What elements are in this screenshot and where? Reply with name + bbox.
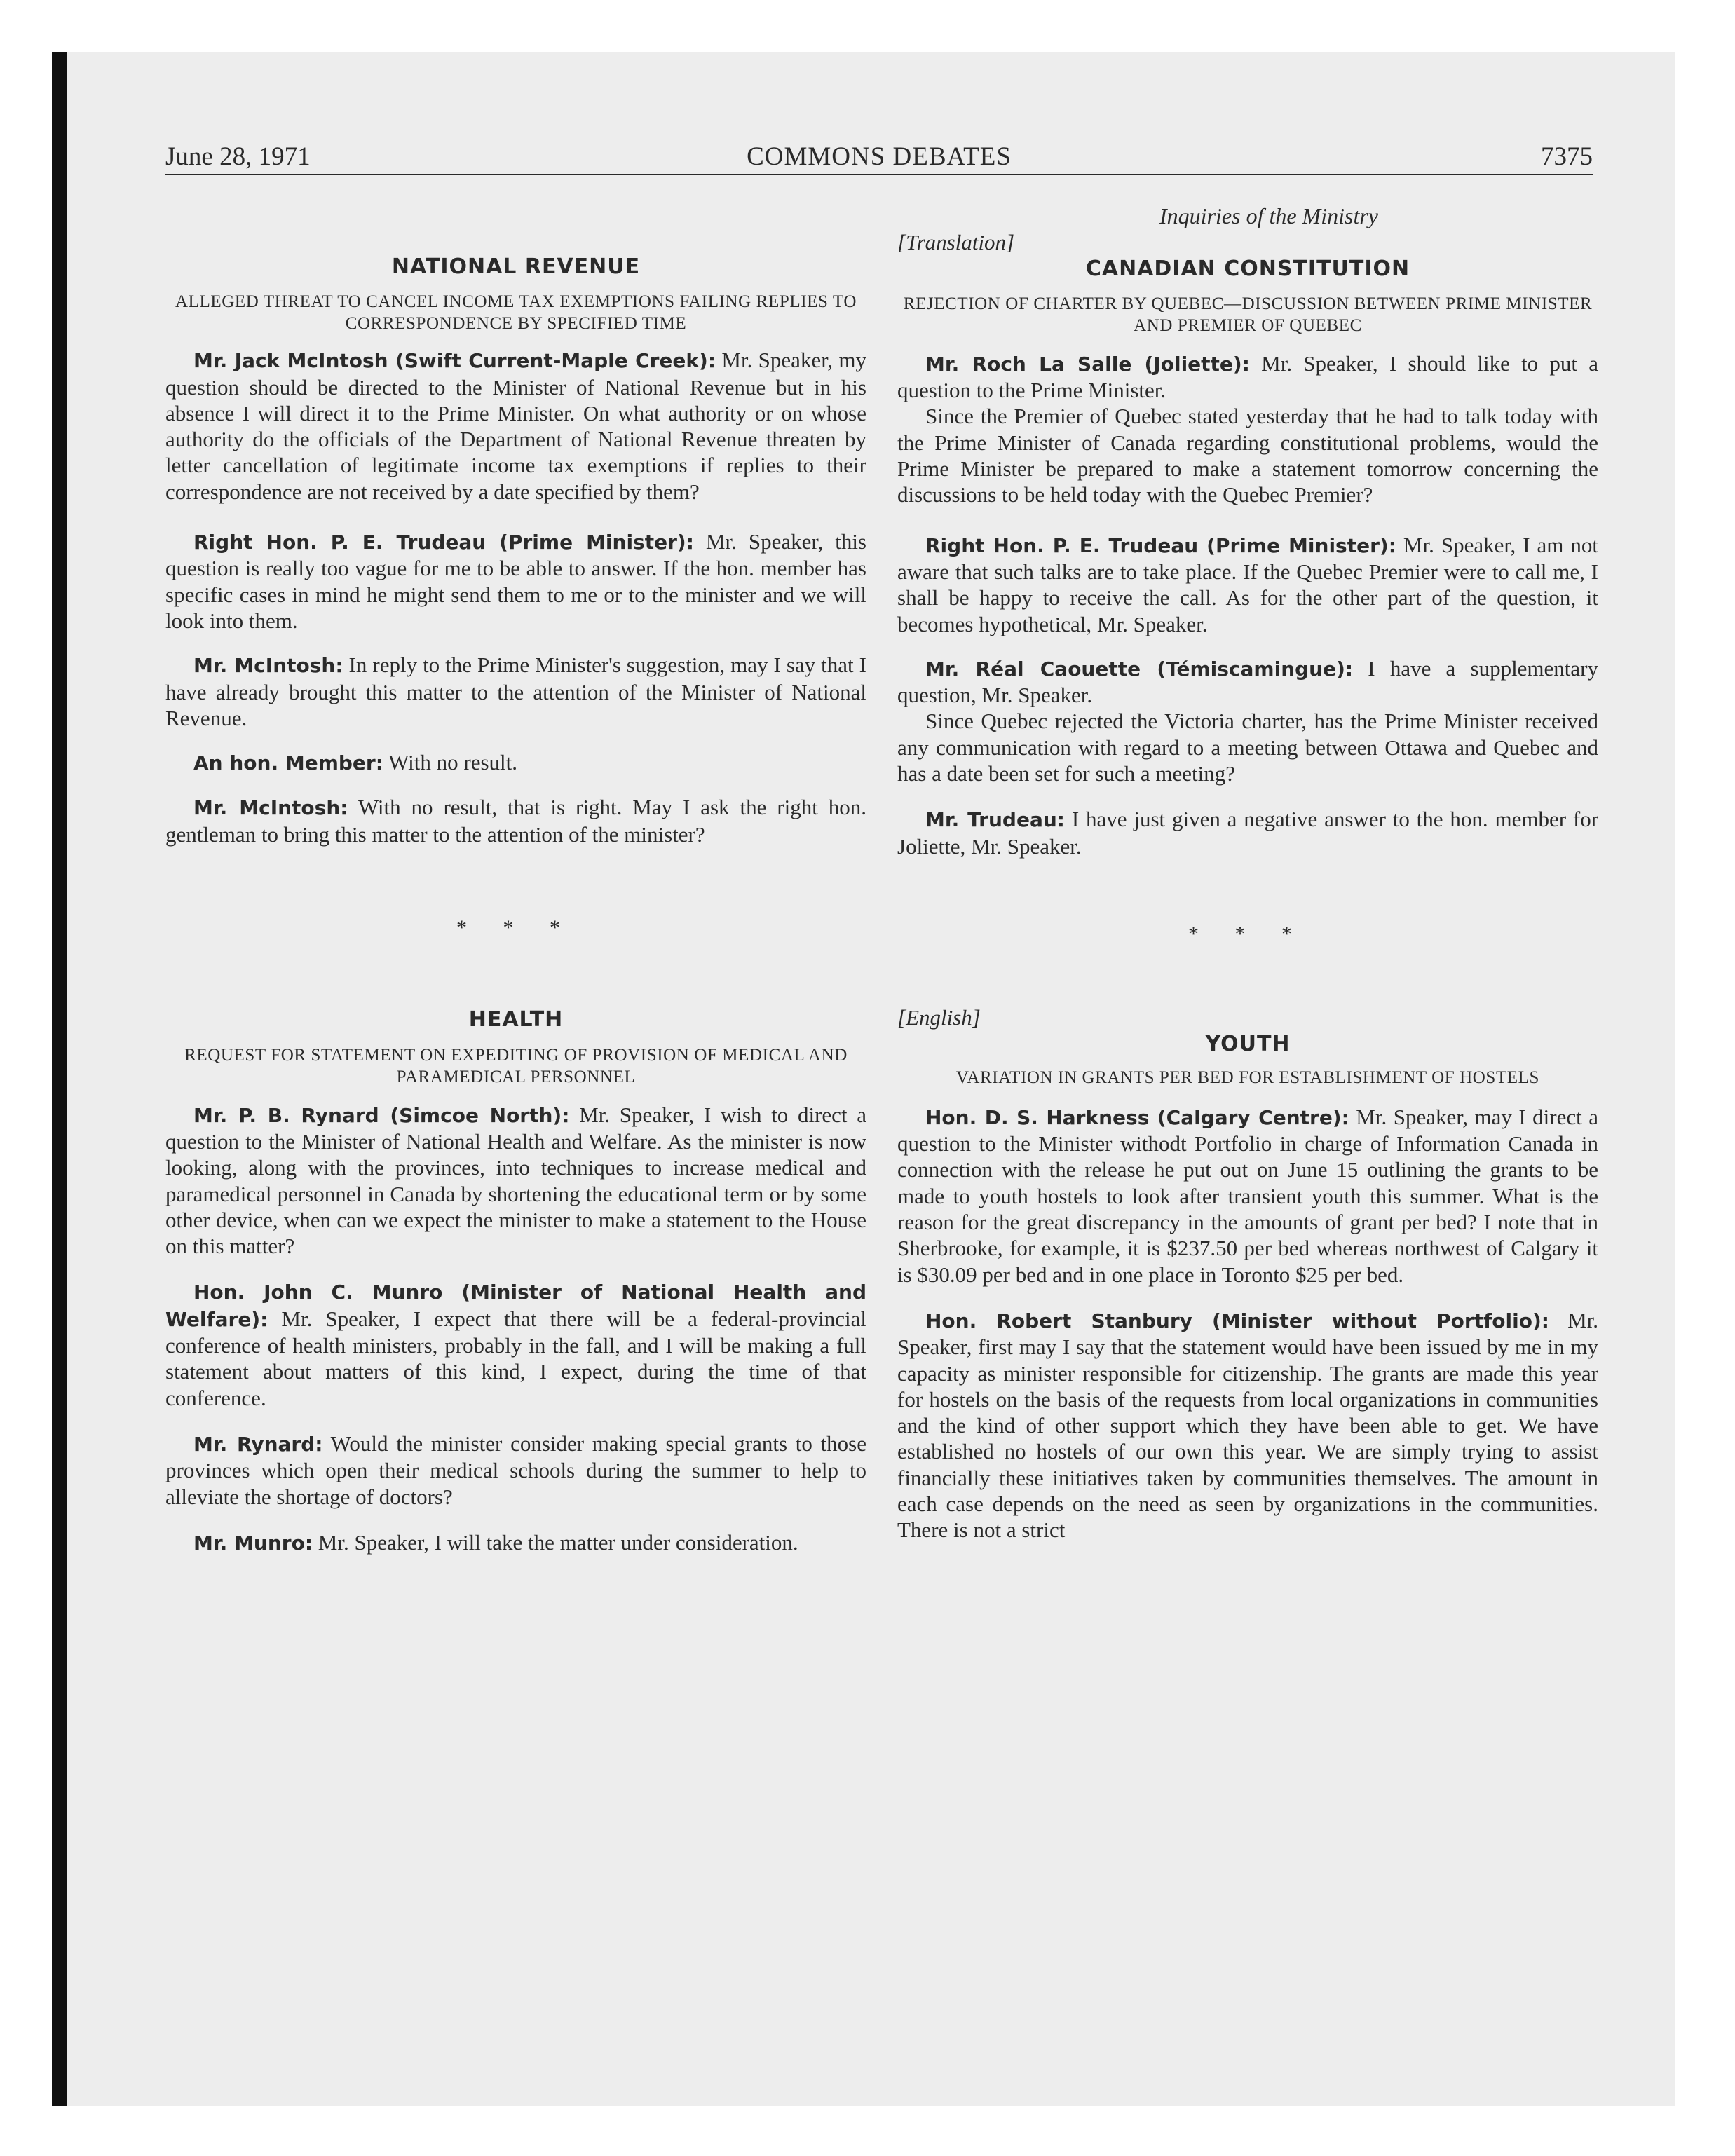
section-separator: * * * — [456, 916, 576, 940]
section-title-youth: YOUTH — [1205, 1031, 1291, 1056]
speaker-name: Hon. Robert Stanbury (Minister without Portfolio): — [925, 1309, 1549, 1332]
right-column — [897, 203, 1598, 1543]
speaker-name: Right Hon. P. E. Trudeau (Prime Minister): — [925, 533, 1396, 557]
subhead-quebec-charter: REJECTION OF CHARTER BY QUEBEC—DISCUSSION BETWEEN PRIME MINISTER AND PREMIER OF QUEBEC — [903, 294, 1593, 335]
speaker-name: Mr. McIntosh: — [193, 654, 343, 678]
header-title: COMMONS DEBATES — [747, 142, 1012, 171]
speaker-name: An hon. Member: — [193, 751, 383, 775]
subhead-tax-exemptions: ALLEGED THREAT TO CANCEL INCOME TAX EXEMPTIONS FAILING REPLIES TO CORRESPONDENCE BY SPECIFIED TIME — [175, 292, 857, 334]
speech-text: With no result, that is right. May I ask the right hon. gentleman to bring this matter to the attention of the minister? — [165, 795, 867, 847]
speech-text: Mr. Speaker, I wish to direct a question to the Minister of National Health and Welfare. As the minister is now looking, along with the provinces, into techniques to increase medical and paramedical personnel in Canada by shortening the educational term or by some other device, when can we expect the minister to make a statement to the House on this matter? — [165, 1102, 867, 1259]
speech-mcintosh-1 — [165, 347, 866, 505]
header-rule — [165, 174, 1593, 175]
speech-rynard-1 — [165, 1102, 866, 1260]
speech-text: Mr. Speaker, this question is really too vague for me to be able to answer. If the hon. member has specific cases in mind he might send them to me or to the minister and we will look into them. — [165, 529, 866, 633]
speaker-name: Mr. Jack McIntosh (Swift Current-Maple Creek): — [193, 349, 716, 373]
page-header — [165, 142, 1593, 175]
speech-munro-1 — [165, 1278, 866, 1410]
scan-edge-shadow — [52, 52, 67, 2106]
header-page-number: 7375 — [1541, 142, 1593, 171]
speech-text: Would the minister consider making special grants to those provinces which open their medical schools during the summer to help to alleviate the shortage of doctors? — [165, 1431, 866, 1509]
section-separator: * * * — [1188, 922, 1307, 946]
speech-text: With no result. — [388, 750, 517, 775]
speech-la-salle-1 — [897, 350, 1598, 404]
speaker-name: Mr. Roch La Salle (Joliette): — [925, 352, 1250, 376]
speaker-name: Mr. Rynard: — [193, 1432, 323, 1456]
speaker-name: Mr. Trudeau: — [925, 808, 1065, 832]
speech-text: Mr. Speaker, my question should be directed to the Minister of National Revenue but in his absence I will direct it to the Prime Minister. On what authority or on whose authority do the officials of the Department of National Revenue threaten by letter cancellation of legitimate income tax exemptions if replies to their correspondence are not received by a date specified by them? — [165, 348, 866, 504]
speech-text: Mr. Speaker, I am not aware that such talks are to take place. If the Quebec Premier were to call me, I shall be happy to receive the call. As for the other part of the question, it becomes hypothetical, Mr. Speaker. — [897, 532, 1599, 636]
speaker-name: Right Hon. P. E. Trudeau (Prime Minister): — [193, 531, 694, 554]
subhead-medical-personnel: REQUEST FOR STATEMENT ON EXPEDITING OF PROVISION OF MEDICAL AND PARAMEDICAL PERSONNEL — [184, 1045, 848, 1086]
section-title-national-revenue: NATIONAL REVENUE — [391, 254, 641, 279]
speaker-name: Mr. McIntosh: — [193, 796, 348, 820]
speech-munro-2 — [165, 1529, 866, 1556]
section-title-health: HEALTH — [468, 1007, 564, 1032]
speech-mcintosh-3 — [165, 794, 866, 847]
speaker-name: Mr. Réal Caouette (Témiscamingue): — [925, 657, 1354, 681]
header-date: June 28, 1971 — [165, 142, 311, 171]
language-label-english: [English] — [897, 1005, 981, 1030]
speech-text: Mr. Speaker, I expect that there will be a federal-provincial conference of health ministers, probably in the fall, and I will be making a full statement about matters of this kind, I expect, during the time of that conference. — [165, 1306, 866, 1410]
speech-hon-member — [165, 749, 866, 776]
running-head: Inquiries of the Ministry — [1159, 203, 1378, 228]
speech-text: Mr. Speaker, I will take the matter under consideration. — [318, 1529, 798, 1555]
speech-rynard-2 — [165, 1431, 866, 1510]
left-column — [165, 203, 866, 1556]
section-title-canadian-constitution: CANADIAN CONSTITUTION — [1085, 256, 1410, 281]
speech-trudeau-1 — [165, 528, 866, 634]
speech-text: Mr. Speaker, may I direct a question to the Minister withodt Portfolio in charge of Information Canada in connection with the release he put out on June 15 outlining the grants to be made to youth hostels to look after transient youth this summer. What is the reason for the great discrepancy in the amounts of grant per bed? I note that in Sherbrooke, for example, it is $237.50 per bed whereas northwest of Calgary it is $30.09 per bed and in one place in Toronto $25 per bed. — [897, 1104, 1598, 1287]
speech-caouette-1 — [897, 655, 1598, 709]
speech-la-salle-2: Since the Premier of Quebec stated yesterday that he had to talk today with the Prime Minister of Canada regarding constitutional problems, would the Prime Minister be prepared to make a statement tomorrow concerning the discussions to be held today with the Quebec Premier? — [897, 404, 1598, 507]
speech-text: In reply to the Prime Minister's suggestion, may I say that I have already brought this matter to the attention of the Minister of National Revenue. — [165, 653, 866, 730]
speech-trudeau-3 — [897, 806, 1598, 859]
speech-text: Mr. Speaker, first may I say that the statement would have been issued by me in my capacity as minister responsible for citizenship. The grants are made this year for hostels on the basis of the requests from local organizations in communities and the kind of other support which they have been able to get. We have established no hostels of our own this year. We are simply trying to assist financially these initiatives taken by communities themselves. The amount in each case depends on the need as seen by organizations in the communities. There is not a strict — [897, 1307, 1598, 1543]
speaker-name: Mr. P. B. Rynard (Simcoe North): — [193, 1103, 570, 1127]
speaker-name: Hon. D. S. Harkness (Calgary Centre): — [925, 1105, 1349, 1129]
speech-caouette-2: Since Quebec rejected the Victoria charter, has the Prime Minister received any communication with regard to a meeting between Ottawa and Quebec and has a date been set for such a meeting? — [897, 709, 1598, 786]
speech-text: Mr. Speaker, I should like to put a question to the Prime Minister. — [897, 350, 1598, 403]
speaker-name: Hon. John C. Munro (Minister of National Health and Welfare): — [165, 1281, 866, 1331]
subhead-hostel-grants: VARIATION IN GRANTS PER BED FOR ESTABLISHMENT OF HOSTELS — [955, 1067, 1540, 1087]
speech-trudeau-2 — [897, 532, 1598, 637]
speaker-name: Mr. Munro: — [193, 1531, 313, 1555]
speech-harkness — [897, 1104, 1598, 1288]
speech-text: I have just given a negative answer to the hon. member for Joliette, Mr. Speaker. — [897, 807, 1599, 859]
language-label-translation: [Translation] — [897, 230, 1015, 255]
speech-text: I have a supplementary question, Mr. Speaker. — [897, 655, 1599, 708]
speech-mcintosh-2 — [165, 652, 866, 731]
speech-stanbury — [897, 1307, 1598, 1543]
